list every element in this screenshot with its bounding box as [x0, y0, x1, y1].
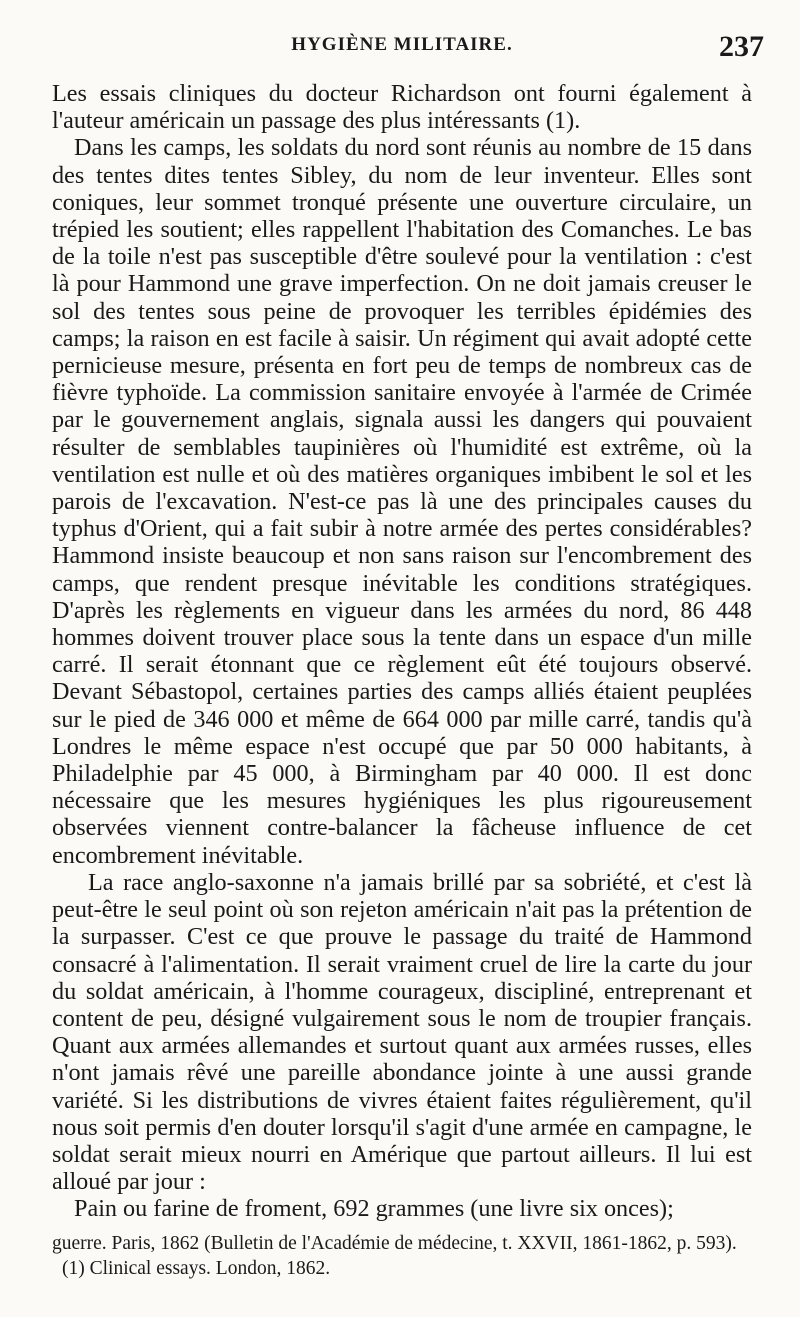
body-text — [52, 80, 752, 1223]
paragraph-richardson: Les essais cliniques du docteur Richardson ont fourni également à l'auteur américain un passage des plus intéressants (1). — [52, 80, 752, 135]
footnotes — [52, 1231, 752, 1281]
footnote-continuation: guerre. Paris, 1862 (Bulletin de l'Académie de médecine, t. XXVII, 1861-1862, p. 593). — [52, 1232, 737, 1254]
footnote-1: (1) Clinical essays. London, 1862. — [62, 1257, 331, 1279]
book-page — [52, 30, 764, 1281]
page-number: 237 — [719, 30, 764, 63]
paragraph-ration-bread: Pain ou farine de froment, 692 grammes (une livre six onces); — [74, 1195, 674, 1223]
running-head — [52, 30, 764, 80]
paragraph-camps: Dans les camps, les soldats du nord sont réunis au nombre de 15 dans des tentes dites tentes Sibley, du nom de leur inventeur. Elles sont coniques, leur sommet tronqué présente une ouverture circulaire, un trépied les soutient; elles rappellent l'habitation des Comanches. Le bas de la toile n'est pas susceptible d'être soulevé pour la ventilation : c'est là pour Hammond une grave imperfection. On ne doit jamais creuser le sol des tentes sous peine de provoquer les terribles épidémies des camps; la raison en est facile à saisir. Un régiment qui avait adopté cette pernicieuse mesure, présenta en fort peu de temps de nombreux cas de fièvre typhoïde. La commission sanitaire envoyée à l'armée de Crimée par le gouvernement anglais, signala aussi les dangers qui pouvaient résulter de semblables taupinières où l'humidité est extrême, où la ventilation est nulle et où des matières organiques imbibent le sol et les parois de l'excavation. N'est-ce pas là une des principales causes du typhus d'Orient, qui a fait subir à notre armée des pertes considérables? Hammond insiste beaucoup et non sans raison sur l'encombrement des camps, que rendent presque inévitable les conditions stratégiques. D'après les règlements en vigueur dans les armées du nord, 86 448 hommes doivent trouver place sous la tente dans un espace d'un mille carré. Il serait étonnant que ce règlement eût été toujours observé. Devant Sébastopol, certaines parties des camps alliés étaient peuplées sur le pied de 346 000 et même de 664 000 par mille carré, tandis qu'à Londres le même espace n'est occupé que par 50 000 habitants, à Philadelphie par 45 000, à Birmingham par 40 000. Il est donc nécessaire que les mesures hygiéniques les plus rigoureusement observées viennent contre-balancer la fâcheuse influence de cet encombrement inévitable. — [52, 134, 752, 869]
paragraph-alimentation: La race anglo-saxonne n'a jamais brillé par sa sobriété, et c'est là peut-être le seul point où son rejeton américain n'ait pas la prétention de la surpasser. C'est ce que prouve le passage du traité de Hammond consacré à l'alimentation. Il serait vraiment cruel de lire la carte du jour du soldat américain, à l'homme courageux, discipliné, entreprenant et content de peu, désigné vulgairement sous le nom de troupier français. Quant aux armées allemandes et surtout quant aux armées russes, elles n'ont jamais rêvé une pareille abondance jointe à une aussi grande variété. Si les distributions de vivres étaient faites régulièrement, qu'il nous soit permis d'en douter lorsqu'il s'agit d'une armée en campagne, le soldat serait mieux nourri en Amérique que partout ailleurs. Il lui est alloué par jour : — [52, 868, 752, 1196]
running-title: HYGIÈNE MILITAIRE. — [291, 34, 513, 55]
